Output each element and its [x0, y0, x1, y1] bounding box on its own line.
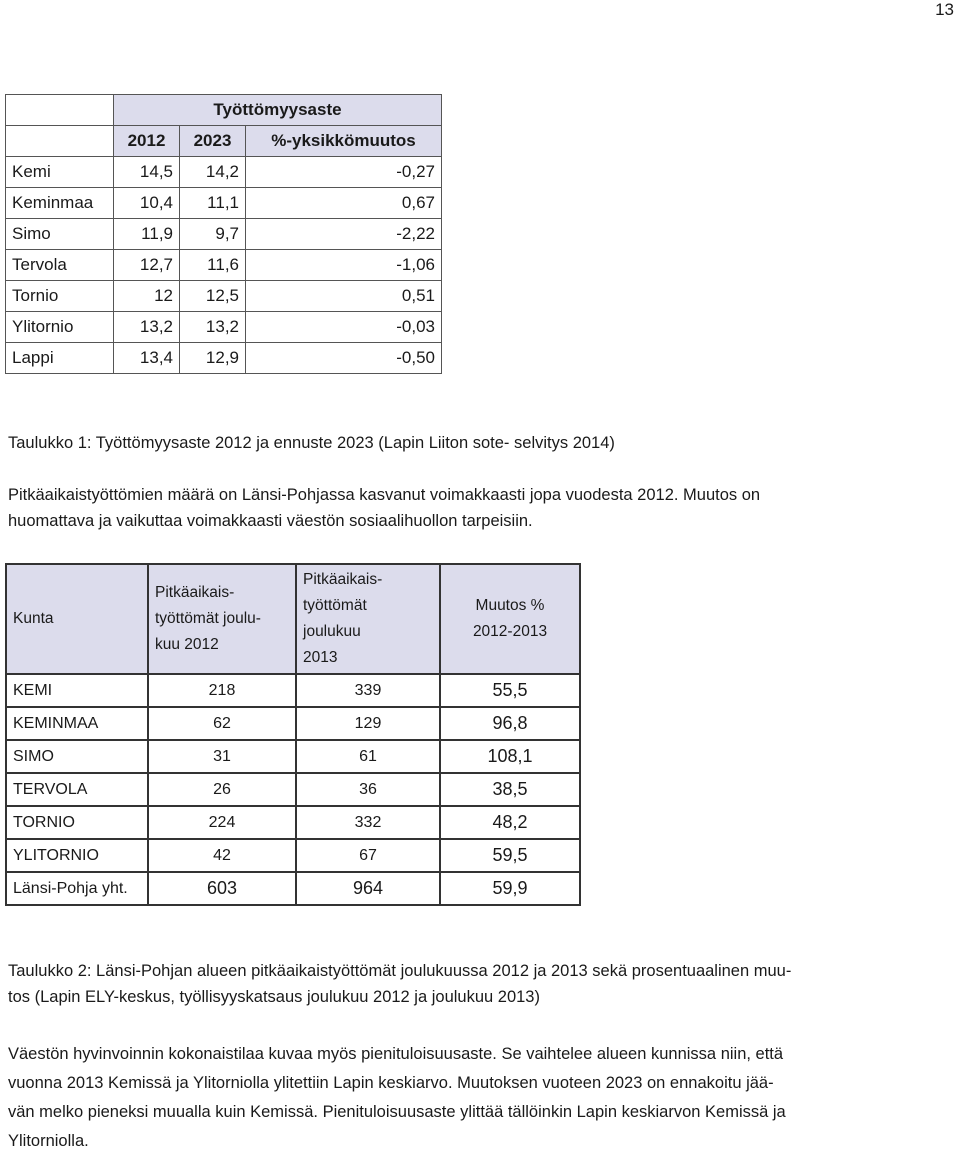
long-term-unemployed-table: [5, 563, 581, 906]
table-row: [6, 773, 580, 806]
value-2023-cell: 9,7: [180, 219, 246, 250]
value-2013-cell: 61: [296, 740, 440, 773]
value-2013-cell: 129: [296, 707, 440, 740]
municipality-cell: Ylitornio: [6, 312, 114, 343]
table2-caption: [8, 958, 953, 1010]
value-2013-cell: 36: [296, 773, 440, 806]
value-2012-cell: 62: [148, 707, 296, 740]
empty-corner-cell: [6, 95, 114, 126]
value-2023-cell: 12,5: [180, 281, 246, 312]
paragraph-line: vuonna 2013 Kemissä ja Ylitorniolla ylitettiin Lapin keskiarvo. Muutoksen vuoteen 2023 on ennakoitu jää-: [8, 1074, 774, 1092]
paragraph-line: Pitkäaikaistyöttömien määrä on Länsi-Pohjassa kasvanut voimakkaasti jopa vuodesta 2012. Muutos on: [8, 486, 761, 504]
header-line: Pitkäaikais-: [155, 584, 235, 601]
table-row: [6, 707, 580, 740]
value-2013-cell: 67: [296, 839, 440, 872]
change-cell: 48,2: [440, 806, 580, 839]
table-row: [6, 281, 442, 312]
column-header-municipality: Kunta: [6, 564, 148, 674]
change-cell: 96,8: [440, 707, 580, 740]
table-row: [6, 674, 580, 707]
value-2023-cell: 14,2: [180, 157, 246, 188]
caption-line: Taulukko 2: Länsi-Pohjan alueen pitkäaikaistyöttömät joulukuussa 2012 ja 2013 sekä prosentuaalinen muu-: [8, 962, 792, 980]
table-row: [6, 157, 442, 188]
value-2013-cell: 339: [296, 674, 440, 707]
table-title: Työttömyysaste: [114, 95, 442, 126]
value-2012-cell: 218: [148, 674, 296, 707]
change-cell: 55,5: [440, 674, 580, 707]
value-2012-cell: 13,2: [114, 312, 180, 343]
municipality-cell: Tervola: [6, 250, 114, 281]
empty-corner-cell: [6, 126, 114, 157]
change-cell: 59,9: [440, 872, 580, 905]
table-total-row: [6, 872, 580, 905]
municipality-cell: Kemi: [6, 157, 114, 188]
value-2012-cell: 13,4: [114, 343, 180, 374]
header-line: 2012-2013: [472, 623, 548, 640]
change-cell: 108,1: [440, 740, 580, 773]
paragraph-2: [8, 1040, 938, 1156]
column-header-change: [440, 564, 580, 674]
change-cell: -2,22: [246, 219, 442, 250]
change-cell: 59,5: [440, 839, 580, 872]
value-2023-cell: 11,6: [180, 250, 246, 281]
header-line: joulukuu: [303, 623, 361, 640]
value-2012-cell: 14,5: [114, 157, 180, 188]
column-header-2023: 2023: [180, 126, 246, 157]
paragraph-1: [8, 482, 938, 534]
page-number: 13: [935, 0, 954, 19]
value-2012-cell: 31: [148, 740, 296, 773]
table-row: [6, 740, 580, 773]
value-2012-cell: 224: [148, 806, 296, 839]
header-line: Pitkäaikais-: [303, 571, 383, 588]
value-2023-cell: 11,1: [180, 188, 246, 219]
value-2012-cell: 12,7: [114, 250, 180, 281]
unemployment-rate-table: [5, 94, 442, 374]
municipality-cell: Simo: [6, 219, 114, 250]
value-2013-cell: 964: [296, 872, 440, 905]
municipality-cell: Keminmaa: [6, 188, 114, 219]
column-header-2012: 2012: [114, 126, 180, 157]
table-row: [6, 188, 442, 219]
table-row: [6, 343, 442, 374]
value-2012-cell: 11,9: [114, 219, 180, 250]
table-title-row: [6, 95, 442, 126]
value-2012-cell: 603: [148, 872, 296, 905]
value-2023-cell: 12,9: [180, 343, 246, 374]
header-line: työttömät joulu-: [155, 610, 261, 627]
table-row: [6, 219, 442, 250]
change-cell: -0,03: [246, 312, 442, 343]
value-2012-cell: 10,4: [114, 188, 180, 219]
municipality-cell: SIMO: [6, 740, 148, 773]
table-row: [6, 839, 580, 872]
municipality-cell: TERVOLA: [6, 773, 148, 806]
column-header-2012: [148, 564, 296, 674]
value-2013-cell: 332: [296, 806, 440, 839]
column-header-change: %-yksikkömuutos: [246, 126, 442, 157]
change-cell: -0,27: [246, 157, 442, 188]
change-cell: 0,67: [246, 188, 442, 219]
municipality-cell: Lappi: [6, 343, 114, 374]
value-2012-cell: 12: [114, 281, 180, 312]
change-cell: 0,51: [246, 281, 442, 312]
header-line: työttömät: [303, 597, 367, 614]
table1-caption: Taulukko 1: Työttömyysaste 2012 ja ennuste 2023 (Lapin Liiton sote- selvitys 2014): [8, 434, 615, 452]
municipality-cell: TORNIO: [6, 806, 148, 839]
table-row: [6, 250, 442, 281]
column-header-2013: [296, 564, 440, 674]
municipality-cell: YLITORNIO: [6, 839, 148, 872]
paragraph-line: vän melko pieneksi muualla kuin Kemissä. Pienituloisuusaste ylittää tällöinkin Lapin keskiarvon Kemissä ja: [8, 1103, 786, 1121]
table-row: [6, 312, 442, 343]
paragraph-line: huomattava ja vaikuttaa voimakkaasti väestön sosiaalihuollon tarpeisiin.: [8, 512, 533, 530]
value-2012-cell: 42: [148, 839, 296, 872]
change-cell: 38,5: [440, 773, 580, 806]
header-line: Muutos %: [475, 597, 545, 614]
municipality-cell: KEMI: [6, 674, 148, 707]
value-2023-cell: 13,2: [180, 312, 246, 343]
municipality-cell: Länsi-Pohja yht.: [6, 872, 148, 905]
paragraph-line: Ylitorniolla.: [8, 1132, 89, 1150]
change-cell: -0,50: [246, 343, 442, 374]
table-header-row: [6, 126, 442, 157]
change-cell: -1,06: [246, 250, 442, 281]
municipality-cell: Tornio: [6, 281, 114, 312]
paragraph-line: Väestön hyvinvoinnin kokonaistilaa kuvaa myös pienituloisuusaste. Se vaihtelee alueen kunnissa niin, että: [8, 1045, 784, 1063]
table-header-row: [6, 564, 580, 674]
municipality-cell: KEMINMAA: [6, 707, 148, 740]
header-line: 2013: [303, 649, 338, 666]
value-2012-cell: 26: [148, 773, 296, 806]
header-line: kuu 2012: [155, 636, 219, 653]
table-row: [6, 806, 580, 839]
caption-line: tos (Lapin ELY-keskus, työllisyyskatsaus joulukuu 2012 ja joulukuu 2013): [8, 988, 540, 1006]
